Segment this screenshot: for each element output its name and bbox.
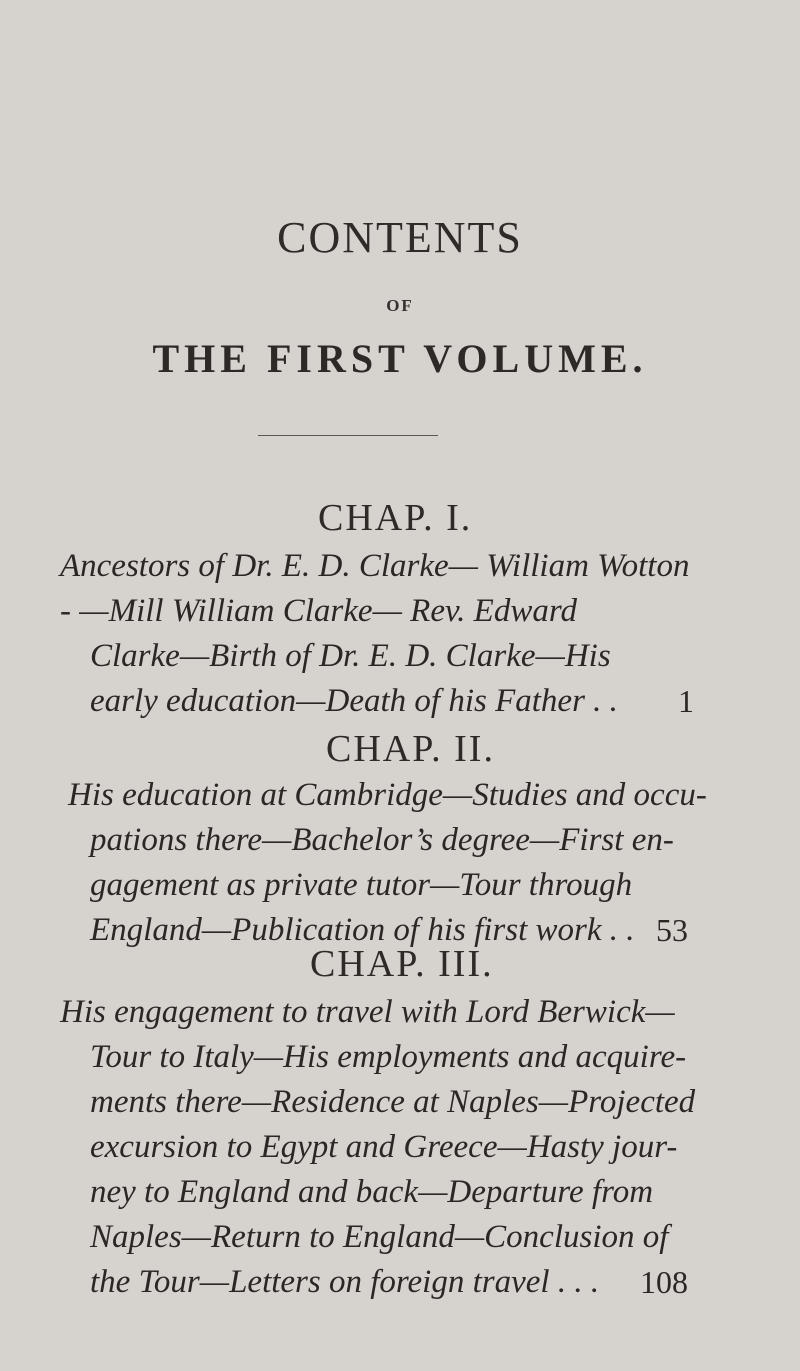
contents-heading: CONTENTS xyxy=(277,213,523,262)
chapter-1-page-number: 1 xyxy=(678,683,694,719)
chapter-2-line-1: His education at Cambridge—Studies and occu- xyxy=(68,777,707,813)
chapter-3-line-1: His engagement to travel with Lord Berwick— xyxy=(60,994,675,1030)
chapter-1-line-3: Clarke—Birth of Dr. E. D. Clarke—His xyxy=(90,638,611,674)
contents-of: OF xyxy=(386,296,414,315)
chapter-3-line-7: the Tour—Letters on foreign travel . . . xyxy=(90,1264,600,1300)
chapter-2-title: CHAP. II. xyxy=(326,728,495,770)
chapter-1-line-1: Ancestors of Dr. E. D. Clarke— William Wotton xyxy=(60,548,690,584)
chapter-3-line-2: Tour to Italy—His employments and acquire- xyxy=(90,1039,687,1075)
volume-heading: THE FIRST VOLUME. xyxy=(152,336,648,381)
chapter-2-line-3: gagement as private tutor—Tour through xyxy=(90,867,633,903)
chapter-1-title: CHAP. I. xyxy=(318,497,473,539)
chapter-3-entry xyxy=(60,990,740,1305)
chapter-2-line-2: pations there—Bachelor’s degree—First en- xyxy=(90,822,674,858)
chapter-3-line-4: excursion to Egypt and Greece—Hasty jour- xyxy=(90,1129,678,1165)
chapter-2-entry xyxy=(60,773,740,953)
chapter-2-line-4: England—Publication of his first work . . xyxy=(90,912,635,948)
chapter-3-page-number: 108 xyxy=(640,1264,688,1300)
chapter-2-page-number: 53 xyxy=(656,912,688,948)
chapter-1-line-4: early education—Death of his Father . . xyxy=(90,683,618,719)
chapter-3-line-6: Naples—Return to England—Conclusion of xyxy=(90,1219,669,1255)
chapter-3-line-3: ments there—Residence at Naples—Projected xyxy=(90,1084,696,1120)
divider-rule xyxy=(258,435,438,436)
chapter-1-entry xyxy=(60,544,740,724)
chapter-1-line-2: - —Mill William Clarke— Rev. Edward xyxy=(60,593,577,629)
chapter-3-line-5: ney to England and back—Departure from xyxy=(90,1174,654,1210)
chapter-3-title: CHAP. III. xyxy=(310,943,494,985)
